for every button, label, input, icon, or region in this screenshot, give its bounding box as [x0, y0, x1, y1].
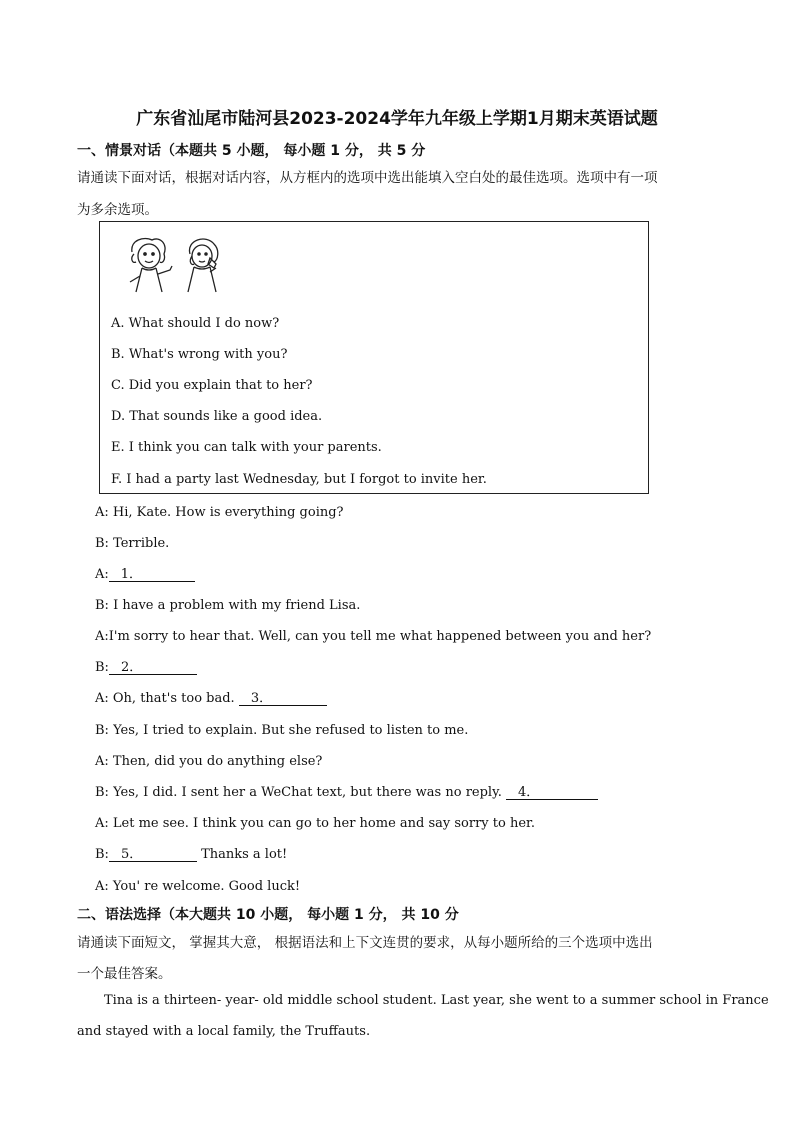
answer-blank-1[interactable]: 1．: [109, 567, 195, 582]
dialogue-text: A:: [95, 567, 109, 582]
dialogue-text: B:: [95, 847, 109, 862]
passage-line-2: and stayed with a local family, the Truffauts.: [77, 1024, 371, 1039]
two-girls-talking-illustration: [122, 234, 232, 296]
dialogue-line: [95, 536, 169, 551]
page-title: 广东省汕尾市陆河县2023-2024学年九年级上学期1月期末英语试题: [136, 109, 658, 129]
dialogue-line: [95, 505, 344, 520]
dialogue-text: B: Yes, I did. I sent her a WeChat text, but there was no reply.: [95, 785, 506, 800]
option-e: E. I think you can talk with your parents.: [111, 440, 382, 455]
dialogue-text: A: Then, did you do anything else?: [95, 754, 323, 769]
dialogue-line: [95, 754, 322, 769]
dialogue-text: B: I have a problem with my friend Lisa.: [95, 598, 361, 613]
dialogue-line: [95, 567, 195, 582]
dialogue-text: A: Let me see. I think you can go to her home and say sorry to her.: [95, 816, 535, 831]
option-b: B. What's wrong with you?: [111, 347, 288, 362]
section1-heading: 一、情景对话（本题共 5 小题， 每小题 1 分， 共 5 分: [77, 143, 426, 159]
dialogue-text: Thanks a lot!: [196, 847, 288, 862]
section1-instruction-line2: 为多余选项。: [77, 202, 158, 218]
dialogue-line: [95, 723, 468, 738]
dialogue-line: [95, 847, 287, 862]
dialogue-text: A: Hi, Kate. How is everything going?: [95, 505, 344, 520]
answer-blank-2[interactable]: 2．: [109, 660, 197, 675]
dialogue-text: B: Terrible.: [95, 536, 170, 551]
option-a: A. What should I do now?: [111, 316, 280, 331]
dialogue-text: A: You' re welcome. Good luck!: [95, 879, 301, 894]
dialogue-text: B:: [95, 660, 109, 675]
passage-line-1: Tina is a thirteen- year- old middle school student. Last year, she went to a summer school in France: [104, 993, 769, 1008]
option-d: D. That sounds like a good idea.: [111, 409, 323, 424]
dialogue-line: [95, 629, 651, 644]
dialogue-line: [95, 785, 598, 800]
section2-instruction-line1: 请通读下面短文， 掌握其大意， 根据语法和上下文连贯的要求，从每小题所给的三个选项中选出: [77, 935, 653, 951]
section2-instruction-line2: 一个最佳答案。: [77, 966, 172, 982]
section1-instruction-line1: 请通读下面对话，根据对话内容，从方框内的选项中选出能填入空白处的最佳选项。选项中有一项: [77, 170, 658, 186]
dialogue-line: [95, 691, 327, 706]
section2-heading: 二、语法选择（本大题共 10 小题， 每小题 1 分， 共 10 分: [77, 907, 459, 923]
dialogue-line: [95, 879, 300, 894]
options-box: [99, 221, 649, 494]
dialogue-line: [95, 660, 197, 675]
dialogue-line: [95, 598, 360, 613]
dialogue-text: A: Oh, that's too bad.: [95, 691, 239, 706]
option-c: C. Did you explain that to her?: [111, 378, 313, 393]
answer-blank-4[interactable]: 4．: [506, 785, 598, 800]
answer-blank-5[interactable]: 5．: [109, 847, 197, 862]
dialogue-line: [95, 816, 535, 831]
dialogue-text: B: Yes, I tried to explain. But she refused to listen to me.: [95, 723, 469, 738]
answer-blank-3[interactable]: 3．: [239, 691, 327, 706]
dialogue-text: A:I'm sorry to hear that. Well, can you tell me what happened between you and her?: [95, 629, 652, 644]
option-f: F. I had a party last Wednesday, but I forgot to invite her.: [111, 472, 487, 487]
